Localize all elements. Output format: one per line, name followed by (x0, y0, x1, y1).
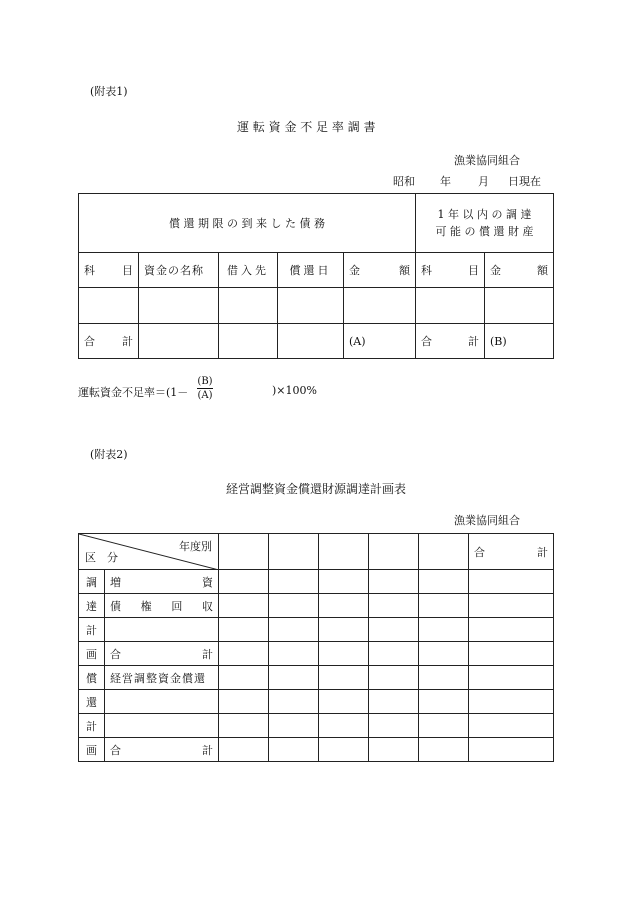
year-label: 年 (440, 175, 451, 188)
section-label-char: 計 (79, 618, 105, 642)
formula-numerator: (B) (197, 376, 213, 387)
section-label-char: 償 (79, 666, 105, 690)
col-asset-amount: 金 額 (485, 253, 554, 288)
header-assets-line2: 可 能 の 償 還 財 産 (435, 225, 534, 238)
col-fund-name: 資金の名称 (139, 253, 219, 288)
fraction-bar (197, 388, 213, 389)
section-label-char: 計 (79, 714, 105, 738)
col-amount: 金 額 (344, 253, 416, 288)
table-row (79, 288, 554, 324)
col-repayment-date: 償還日 (278, 253, 344, 288)
row-fund-repayment: 経営調整資金償還 (105, 666, 219, 690)
asset-total-label: 合 計 (416, 324, 485, 359)
col-asset-subject: 科 目 (416, 253, 485, 288)
total-header: 合 計 (469, 534, 554, 570)
repayment-plan-table (78, 533, 554, 762)
section-label-char: 画 (79, 738, 105, 762)
row-procurement-total: 合 計 (105, 642, 219, 666)
title-2: 経営調整資金償還財源調達計画表 (226, 482, 407, 496)
row-repayment-total: 合 計 (105, 738, 219, 762)
formula-fraction (197, 376, 213, 401)
header-assets-line1: 1 年 以 内 の 調 達 (437, 208, 532, 221)
section-label-char: 還 (79, 690, 105, 714)
corner-year-label: 年度別 (179, 540, 212, 553)
mark-b: (B) (485, 324, 554, 359)
row-debt-collection: 債 権 回 収 (105, 594, 219, 618)
col-subject: 科 目 (79, 253, 139, 288)
title-1: 運 転 資 金 不 足 率 調 書 (237, 120, 376, 134)
org-name-2: 漁業協同組合 (454, 514, 520, 527)
formula-suffix: )×100% (272, 384, 317, 397)
row-capital-increase: 増 資 (105, 570, 219, 594)
header-debts: 償 還 期 限 の 到 来 し た 債 務 (79, 194, 416, 253)
appendix-label-1: (附表1) (90, 85, 128, 98)
corner-category-label: 区 分 (85, 551, 118, 564)
header-assets (416, 194, 554, 253)
corner-cell (79, 534, 219, 570)
era-label: 昭和 (393, 175, 415, 188)
appendix-label-2: (附表2) (90, 448, 128, 461)
formula-denominator: (A) (197, 390, 213, 401)
total-label: 合 計 (79, 324, 139, 359)
shortage-table (78, 193, 554, 359)
formula-prefix: 運転資金不足率＝(1－ (78, 386, 189, 399)
org-name-1: 漁業協同組合 (454, 154, 520, 167)
mark-a: (A) (344, 324, 416, 359)
section-label-char: 調 (79, 570, 105, 594)
section-label-char: 達 (79, 594, 105, 618)
col-lender: 借入先 (219, 253, 278, 288)
day-label: 日現在 (508, 175, 541, 188)
total-row (79, 324, 554, 359)
month-label: 月 (478, 175, 489, 188)
section-label-char: 画 (79, 642, 105, 666)
